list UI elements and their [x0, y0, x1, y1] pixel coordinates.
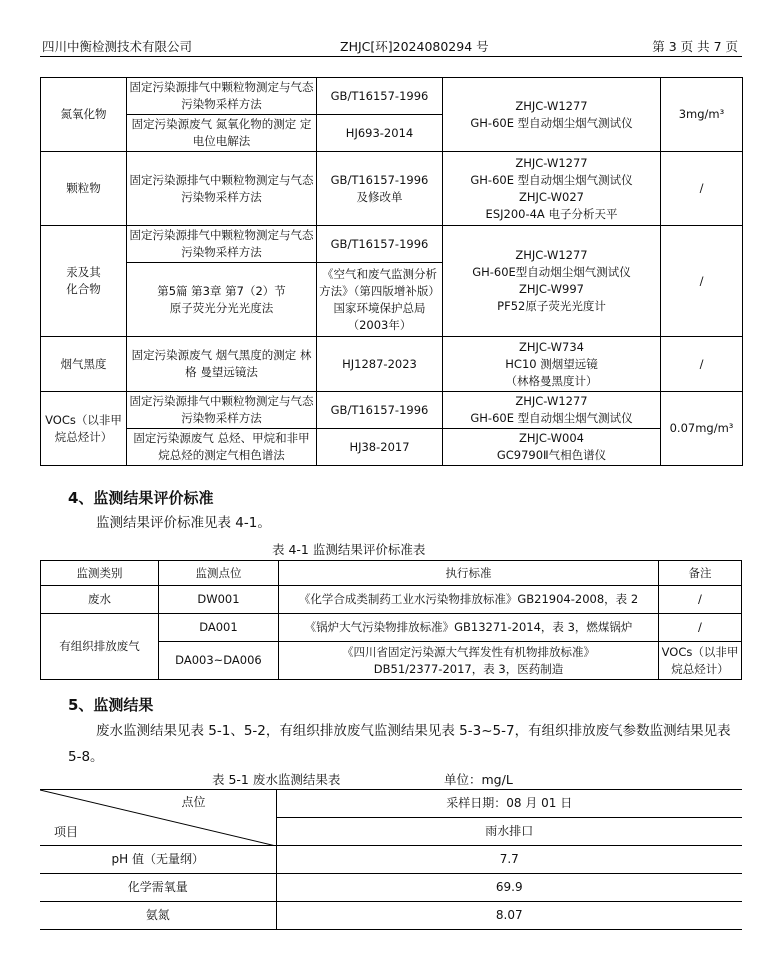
page-header: [40, 33, 740, 55]
standard-cell: GB/T16157-1996: [317, 78, 443, 115]
method-cell: 固定污染源排气中颗粒物测定与气态污染物采样方法: [127, 152, 317, 226]
category-cell: 有组织排放废气: [41, 614, 159, 680]
limit-cell: /: [661, 226, 743, 337]
table-4-1-caption: 表 4-1 监测结果评价标准表: [272, 542, 426, 557]
standard-cell: HJ38-2017: [317, 429, 443, 466]
note-cell: /: [658, 614, 741, 642]
item-pm: 颗粒物: [41, 152, 127, 226]
sampling-point: 雨水排口: [276, 818, 742, 846]
company-name: 四川中衡检测技术有限公司: [42, 39, 193, 54]
diag-bottom-label: 项目: [54, 825, 79, 839]
standard-table: [40, 560, 742, 680]
section-5-text: 废水监测结果见表 5-1、5-2，有组织排放废气监测结果见表 5-3~5-7，有组织排放废气参数监测结果见表 5-8。: [68, 723, 731, 765]
report-number: ZHJC[环]2024080294 号: [340, 39, 489, 54]
method-cell: 固定污染源废气 氮氧化物的测定 定电位电解法: [127, 115, 317, 152]
method-cell: 固定污染源排气中颗粒物测定与气态污染物采样方法: [127, 226, 317, 263]
category-cell: 废水: [41, 586, 159, 614]
instrument-cell: ZHJC-W004 GC9790Ⅱ气相色谱仪: [443, 429, 661, 466]
standard-cell: GB/T16157-1996 及修改单: [317, 152, 443, 226]
item-vocs: VOCs（以非甲烷总烃计）: [41, 392, 127, 466]
header-divider: [40, 56, 742, 57]
item-nox: 氮氧化物: [41, 78, 127, 152]
col-header: 监测点位: [158, 561, 278, 586]
standard-cell: GB/T16157-1996: [317, 392, 443, 429]
instrument-cell: ZHJC-W1277 GH-60E 型自动烟尘烟气测试仪: [443, 392, 661, 429]
instrument-cell: ZHJC-W734 HC10 测烟望远镜 （林格曼黑度计）: [443, 337, 661, 392]
result-item: pH 值（无量纲）: [40, 846, 276, 874]
instrument-cell: ZHJC-W1277 GH-60E 型自动烟尘烟气测试仪: [443, 78, 661, 152]
result-item: 化学需氧量: [40, 874, 276, 902]
limit-cell: /: [661, 152, 743, 226]
note-cell: VOCs（以非甲烷总烃计）: [658, 642, 741, 680]
result-value: 8.07: [276, 902, 742, 930]
page-number: 第 3 页 共 7 页: [652, 39, 738, 54]
col-header: 监测类别: [41, 561, 159, 586]
note-cell: /: [658, 586, 741, 614]
method-cell: 固定污染源排气中颗粒物测定与气态污染物采样方法: [127, 78, 317, 115]
instrument-cell: ZHJC-W1277 GH-60E 型自动烟尘烟气测试仪 ZHJC-W027 ESJ200-4A 电子分析天平: [443, 152, 661, 226]
point-cell: DA001: [158, 614, 278, 642]
standard-cell: 《化学合成类制药工业水污染物排放标准》GB21904-2008，表 2: [279, 586, 659, 614]
section-4-text: 监测结果评价标准见表 4-1。: [96, 515, 271, 531]
diag-top-label: 点位: [181, 795, 206, 809]
standard-cell: HJ1287-2023: [317, 337, 443, 392]
point-cell: DA003~DA006: [158, 642, 278, 680]
limit-cell: 3mg/m³: [661, 78, 743, 152]
method-table: [40, 77, 743, 466]
wastewater-result-table: [40, 789, 742, 930]
method-cell: 第5篇 第3章 第7（2）节 原子荧光分光光度法: [127, 263, 317, 337]
instrument-cell: ZHJC-W1277 GH-60E型自动烟尘烟气测试仪 ZHJC-W997 PF52原子荧光光度计: [443, 226, 661, 337]
limit-cell: 0.07mg/m³: [661, 392, 743, 466]
item-hg: 汞及其 化合物: [41, 226, 127, 337]
table-5-1-caption: 表 5-1 废水监测结果表: [212, 772, 341, 787]
item-smoke: 烟气黑度: [41, 337, 127, 392]
point-cell: DW001: [158, 586, 278, 614]
section-5-heading: 5、监测结果: [68, 696, 154, 714]
method-cell: 固定污染源排气中颗粒物测定与气态污染物采样方法: [127, 392, 317, 429]
limit-cell: /: [661, 337, 743, 392]
diagonal-header-cell: [40, 790, 276, 846]
col-header: 备注: [658, 561, 741, 586]
standard-cell: 《锅炉大气污染物排放标准》GB13271-2014，表 3，燃煤锅炉: [279, 614, 659, 642]
method-cell: 固定污染源废气 总烃、甲烷和非甲烷总烃的测定气相色谱法: [127, 429, 317, 466]
result-value: 7.7: [276, 846, 742, 874]
standard-cell: GB/T16157-1996: [317, 226, 443, 263]
method-cell: 固定污染源废气 烟气黑度的测定 林格 曼望远镜法: [127, 337, 317, 392]
result-item: 氨氮: [40, 902, 276, 930]
standard-cell: HJ693-2014: [317, 115, 443, 152]
table-5-1-unit: 单位：mg/L: [444, 772, 513, 787]
section-4-heading: 4、监测结果评价标准: [68, 489, 214, 507]
standard-cell: 《四川省固定污染源大气挥发性有机物排放标准》 DB51/2377-2017，表 3，医药制造: [279, 642, 659, 680]
standard-cell: 《空气和废气监测分析方法》（第四版增补版）国家环境保护总局（2003年）: [317, 263, 443, 337]
result-value: 69.9: [276, 874, 742, 902]
col-header: 执行标准: [279, 561, 659, 586]
sampling-date: 采样日期：08 月 01 日: [276, 790, 742, 818]
